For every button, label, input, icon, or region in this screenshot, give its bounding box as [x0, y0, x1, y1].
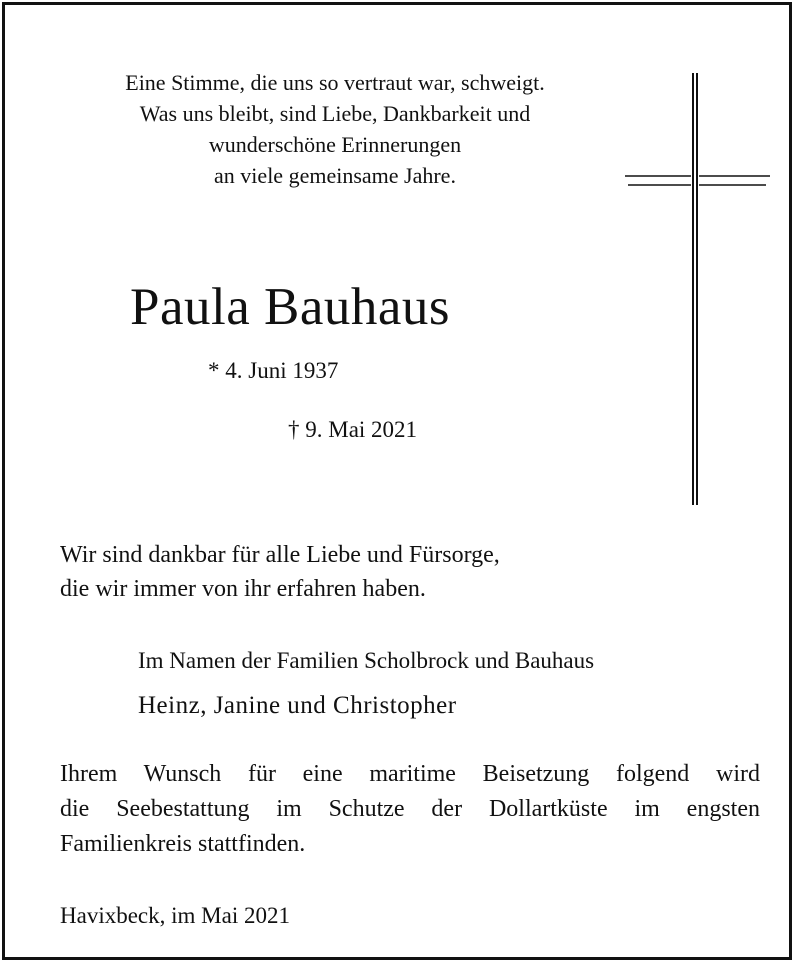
- burial-note-line: Ihrem Wunsch für eine maritime Beisetzung folgend wird: [60, 761, 760, 787]
- thanks-text: [60, 538, 500, 606]
- poem: [75, 67, 595, 191]
- mourners-names: Heinz, Janine und Christopher: [138, 692, 457, 719]
- thanks-line: Wir sind dankbar für alle Liebe und Fürsorge,: [60, 542, 500, 568]
- poem-line: Eine Stimme, die uns so vertraut war, schweigt.: [125, 70, 545, 95]
- birth-date: * 4. Juni 1937: [208, 358, 339, 383]
- burial-note: [60, 757, 760, 862]
- deceased-name: Paula Bauhaus: [130, 278, 451, 336]
- obituary-frame: [2, 2, 792, 960]
- cross-icon: [625, 73, 770, 508]
- poem-line: an viele gemeinsame Jahre.: [214, 163, 456, 188]
- burial-note-line: Familienkreis stattfinden.: [60, 831, 306, 857]
- poem-line: wunderschöne Erinnerungen: [208, 132, 462, 157]
- death-date: † 9. Mai 2021: [288, 417, 418, 442]
- burial-note-line: die Seebestattung im Schutze der Dollartküste im engsten: [60, 796, 760, 822]
- thanks-line: die wir immer von ihr erfahren haben.: [60, 576, 426, 602]
- mourners-intro: Im Namen der Familien Scholbrock und Bauhaus: [138, 648, 595, 673]
- place-date: Havixbeck, im Mai 2021: [60, 903, 290, 928]
- poem-line: Was uns bleibt, sind Liebe, Dankbarkeit und: [139, 101, 531, 126]
